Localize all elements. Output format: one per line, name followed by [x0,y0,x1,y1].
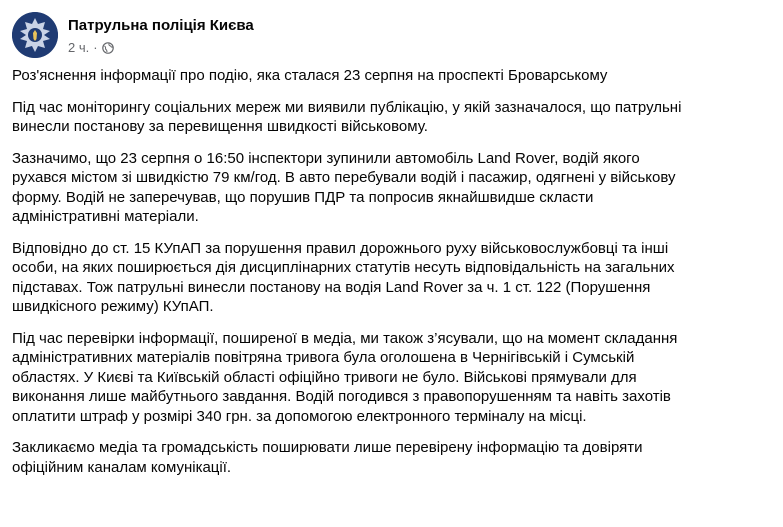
post-paragraph: Роз'яснення інформації про подію, яка сталася 23 серпня на проспекті Броварському [12,67,608,84]
post-timestamp[interactable]: 2 ч. [68,40,90,55]
post-paragraph: Відповідно до ст. 15 КУпАП за порушення правил дорожнього руху військовослужбовці та інші особи, на яких поширюється дія дисциплінарних статутів несуть відповідальність на загальних підставах. Тож патрульні винесли постанову на водія Land Rover за ч. 1 ст. 122 (Порушення швидкісного режиму) КУпАП. [12,239,675,315]
meta-separator: · [93,40,98,55]
globe-icon[interactable] [102,42,114,54]
post-paragraph: Під час перевірки інформації, поширеної в медіа, ми також з’ясували, що на момент складання адміністративних матеріалів повітряна тривога була оголошена в Чернігівській і Сумській областях. У Києві та Київській області офіційно тривоги не було. Військові прямували для виконання лише майбутнього завдання. Водій погодився з правопорушенням та навіть захотів оплатити штраф у розмірі 340 грн. за допомогою електронного терміналу на місці. [12,329,678,425]
post-header [12,12,772,62]
post-paragraph: Під час моніторингу соціальних мереж ми виявили публікацію, у якій зазначалося, що патрульні винесли постанову за перевищення швидкості військовому. [12,98,682,135]
police-badge-icon [12,12,58,58]
post-meta [68,40,114,55]
page-avatar[interactable] [12,12,58,58]
post-paragraph: Зазначимо, що 23 серпня о 16:50 інспектори зупинили автомобіль Land Rover, водій якого рухався містом зі швидкістю 79 км/год. В авто перебували водій і пасажир, одягнені у військову форму. Водій не заперечував, що порушив ПДР та попросив якнайшвидше скласти адміністративні матеріали. [12,149,676,225]
post-body [12,66,774,489]
page-name-link[interactable]: Патрульна поліція Києва [68,17,254,34]
post-paragraph: Закликаємо медіа та громадськість поширювати лише перевірену інформацію та довіряти офіційним каналам комунікації. [12,439,643,476]
